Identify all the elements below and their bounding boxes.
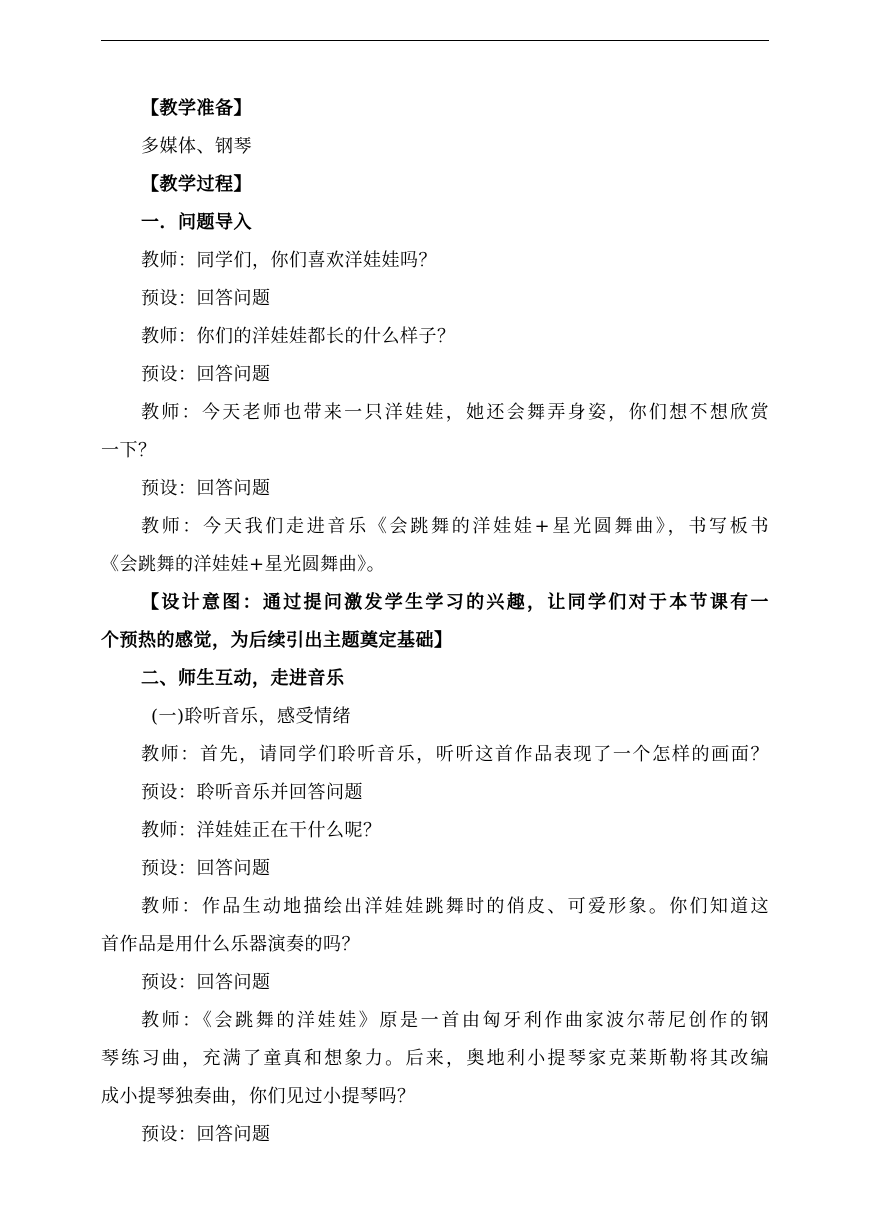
part2-heading: 二、师生互动，走进音乐 [141, 668, 345, 689]
prep-heading: 【教学准备】 [141, 98, 252, 119]
paragraph-line: 成小提琴独奏曲，你们见过小提琴吗？ [101, 1086, 416, 1107]
paragraph-line: 一下？ [101, 440, 157, 461]
paragraph-line: 预设：回答问题 [141, 858, 271, 879]
part1-heading: 一．问题导入 [141, 212, 252, 233]
design-intent-line: 个预热的感觉，为后续引出主题奠定基础】 [101, 630, 453, 651]
part2-subheading: (一)聆听音乐，感受情绪 [151, 706, 352, 727]
prep-items: 多媒体、钢琴 [141, 136, 252, 157]
design-intent-line: 【设计意图：通过提问激发学生学习的兴趣，让同学们对于本节课有一 [141, 592, 769, 613]
header-rule [101, 40, 769, 41]
paragraph-line: 教师：你们的洋娃娃都长的什么样子？ [141, 326, 456, 347]
paragraph-line: 《会跳舞的洋娃娃+星光圆舞曲》。 [101, 554, 386, 575]
paragraph-line: 教师：今天老师也带来一只洋娃娃，她还会舞弄身姿，你们想不想欣赏 [141, 402, 769, 423]
paragraph-line: 教师：首先，请同学们聆听音乐，听听这首作品表现了一个怎样的画面？ [141, 744, 769, 765]
paragraph-line: 教师：《会跳舞的洋娃娃》原是一首由匈牙利作曲家波尔蒂尼创作的钢 [141, 1010, 769, 1031]
paragraph-line: 教师：今天我们走进音乐《会跳舞的洋娃娃+星光圆舞曲》，书写板书 [141, 516, 769, 537]
paragraph-line: 预设：回答问题 [141, 1124, 271, 1145]
paragraph-line: 预设：回答问题 [141, 288, 271, 309]
paragraph-line: 琴练习曲，充满了童真和想象力。后来，奥地利小提琴家克莱斯勒将其改编 [101, 1048, 769, 1069]
paragraph-line: 首作品是用什么乐器演奏的吗？ [101, 934, 360, 955]
process-heading: 【教学过程】 [141, 174, 252, 195]
paragraph-line: 预设：回答问题 [141, 972, 271, 993]
paragraph-line: 教师：同学们，你们喜欢洋娃娃吗？ [141, 250, 437, 271]
paragraph-line: 教师：洋娃娃正在干什么呢？ [141, 820, 382, 841]
paragraph-line: 预设：聆听音乐并回答问题 [141, 782, 363, 803]
paragraph-line: 预设：回答问题 [141, 364, 271, 385]
paragraph-line: 预设：回答问题 [141, 478, 271, 499]
document-body [101, 90, 769, 1154]
paragraph-line: 教师：作品生动地描绘出洋娃娃跳舞时的俏皮、可爱形象。你们知道这 [141, 896, 769, 917]
